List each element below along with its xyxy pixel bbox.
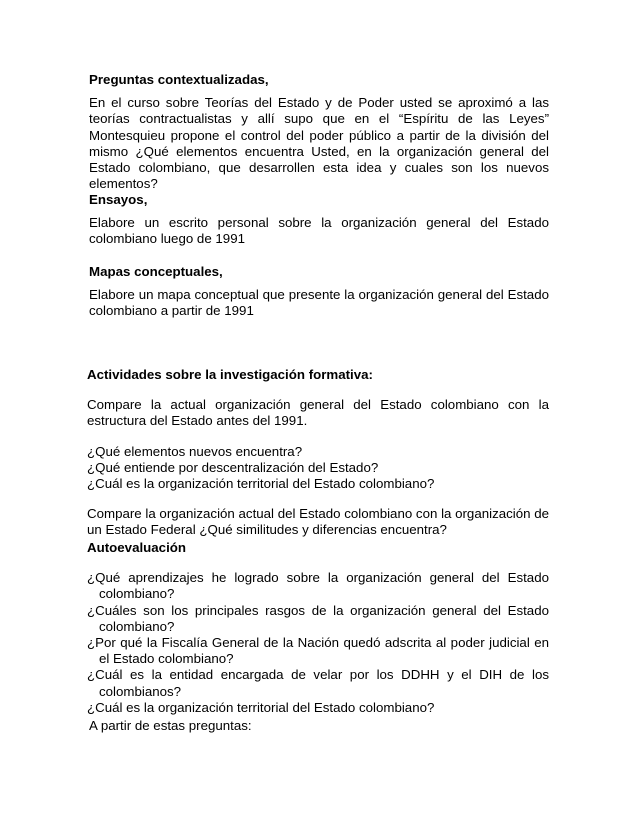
list-item: ¿Cuáles son los principales rasgos de la organización general del Estado colombiano?	[87, 602, 549, 634]
section-preguntas-contextualizadas	[89, 72, 549, 192]
section-title: Preguntas contextualizadas,	[89, 72, 269, 87]
section-mapas-conceptuales	[89, 264, 549, 320]
section-body: Elabore un escrito personal sobre la organización general del Estado colombiano luego de 1991	[89, 215, 549, 247]
section-closing: Compare la organización actual del Estado colombiano con la organización de un Estado Federal ¿Qué similitudes y diferencias encuentra?	[87, 506, 549, 538]
section-ensayos	[89, 192, 549, 248]
section-autoevaluacion	[87, 540, 549, 716]
section-body: Elabore un mapa conceptual que presente la organización general del Estado colombiano a partir de 1991	[89, 287, 549, 319]
section-investigacion-formativa	[87, 367, 549, 539]
closing-line	[89, 718, 549, 734]
list-item: ¿Qué entiende por descentralización del Estado?	[87, 459, 379, 475]
list-item: ¿Cuál es la organización territorial del Estado colombiano?	[87, 699, 435, 715]
section-title: Mapas conceptuales,	[89, 264, 223, 279]
list-item: ¿Por qué la Fiscalía General de la Nación quedó adscrita al poder judicial en el Estado colombiano?	[87, 635, 549, 667]
question-list	[87, 570, 549, 716]
question-list	[87, 444, 549, 493]
list-item: ¿Cuál es la organización territorial del Estado colombiano?	[87, 476, 435, 492]
section-body: En el curso sobre Teorías del Estado y de Poder usted se aproximó a las teorías contractualistas y allí supo que en el “Espíritu de las Leyes” Montesquieu propone el control del poder público a partir de la división del mismo ¿Qué elementos encuentra Usted, en la organización general del Estado colombiano, que desarrollen esta idea y cuales son los nuevos elementos?	[89, 95, 549, 192]
list-item: ¿Cuál es la entidad encargada de velar por los DDHH y el DIH de los colombianos?	[87, 667, 549, 699]
closing-text: A partir de estas preguntas:	[89, 718, 252, 733]
section-intro: Compare la actual organización general del Estado colombiano con la estructura del Estado antes del 1991.	[87, 397, 549, 429]
section-title: Ensayos,	[89, 192, 148, 207]
section-title: Autoevaluación	[87, 540, 187, 555]
section-title: Actividades sobre la investigación formativa:	[87, 367, 373, 382]
list-item: ¿Qué elementos nuevos encuentra?	[87, 443, 303, 459]
list-item: ¿Qué aprendizajes he logrado sobre la organización general del Estado colombiano?	[87, 570, 549, 602]
